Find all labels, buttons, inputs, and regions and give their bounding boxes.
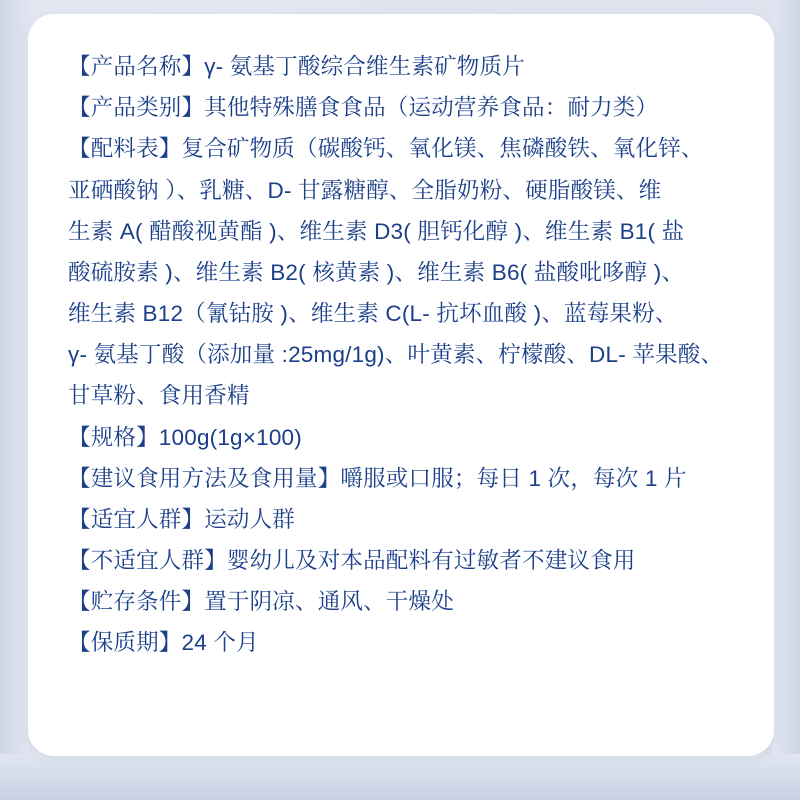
- background-edge-left: [0, 0, 30, 800]
- background-edge-right: [772, 0, 800, 800]
- label-line: 甘草粉、食用香精: [68, 383, 250, 409]
- label-line: 【保质期】24 个月: [68, 630, 259, 656]
- label-line: 【产品类别】其他特殊膳食食品（运动营养食品：耐力类）: [68, 95, 659, 121]
- label-line: 维生素 B12（氰钴胺 )、维生素 C(L- 抗坏血酸 )、蓝莓果粉、: [68, 301, 678, 327]
- label-panel: [28, 14, 774, 756]
- label-line: 【适宜人群】运动人群: [68, 506, 296, 532]
- background-edge-bottom: [0, 754, 800, 800]
- label-line: 亚硒酸钠 ）、乳糖、D- 甘露糖醇、全脂奶粉、硬脂酸镁、维: [68, 177, 662, 203]
- label-line: 生素 A( 醋酸视黄酯 )、维生素 D3( 胆钙化醇 )、维生素 B1( 盐: [68, 218, 685, 244]
- label-line: γ- 氨基丁酸（添加量 :25mg/1g)、叶黄素、柠檬酸、DL- 苹果酸、: [68, 342, 724, 368]
- label-line: 【产品名称】γ- 氨基丁酸综合维生素矿物质片: [68, 54, 525, 79]
- label-text-block: [68, 46, 744, 664]
- label-line: 【配料表】复合矿物质（碳酸钙、氧化镁、焦磷酸铁、氧化锌、: [68, 136, 704, 162]
- label-line: 【贮存条件】置于阴凉、通风、干燥处: [68, 589, 454, 615]
- label-line: 【规格】100g(1g×100): [68, 424, 302, 450]
- label-line: 酸硫胺素 )、维生素 B2( 核黄素 )、维生素 B6( 盐酸吡哆醇 )、: [68, 259, 685, 285]
- label-line: 【建议食用方法及食用量】嚼服或口服；每日 1 次，每次 1 片: [68, 465, 687, 491]
- label-line: 【不适宜人群】婴幼儿及对本品配料有过敏者不建议食用: [68, 548, 636, 574]
